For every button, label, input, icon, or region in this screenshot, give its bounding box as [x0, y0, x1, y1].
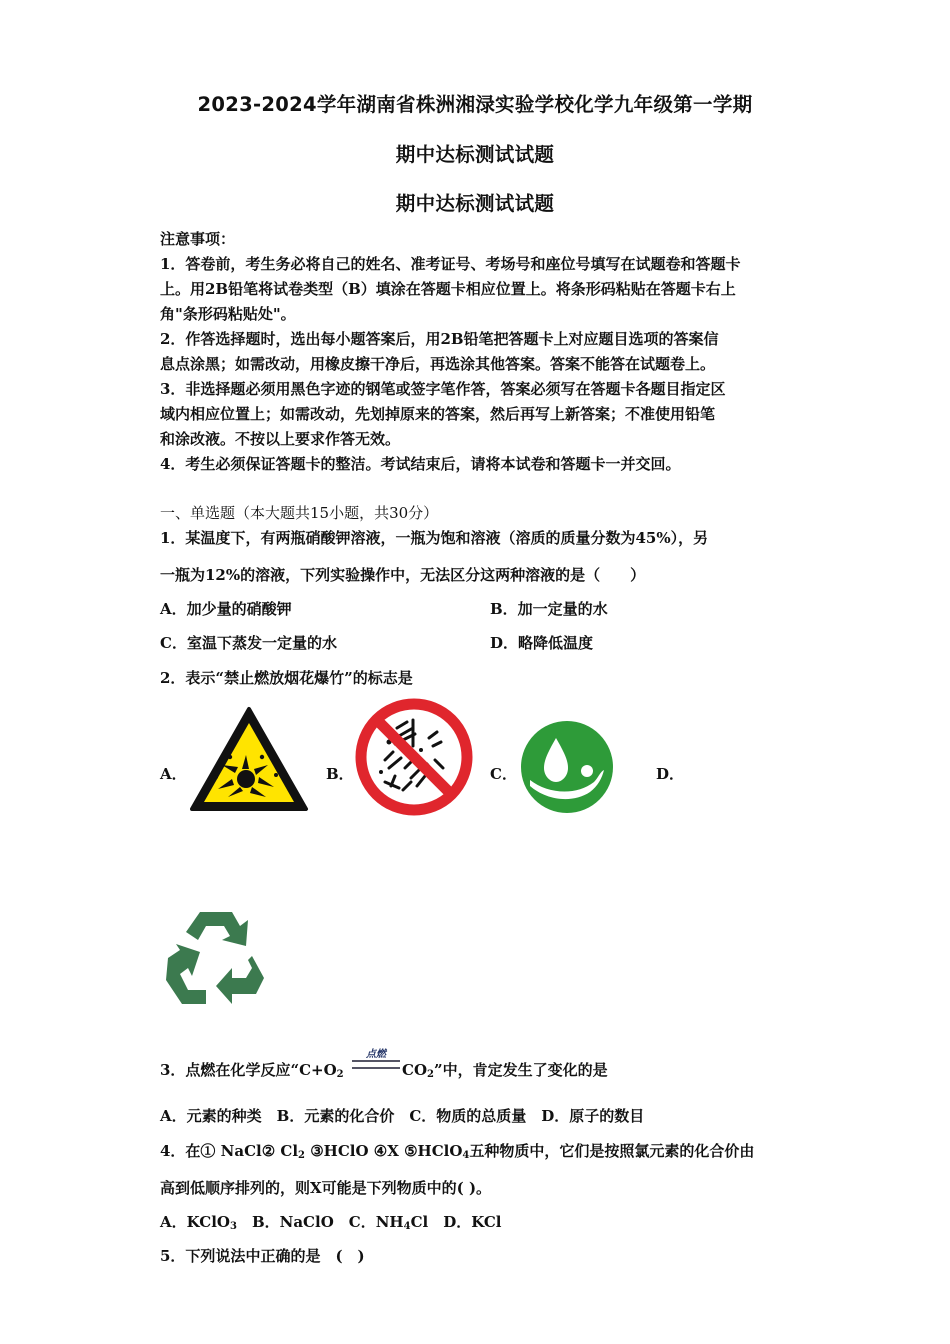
section-heading: 一、单选题（本大题共15小题，共30分） [160, 504, 439, 522]
recycling-icon [160, 906, 268, 1012]
q1-option-b: B．加一定量的水 [490, 600, 608, 618]
notice-line: 和涂改液。不按以上要求作答无效。 [160, 430, 401, 448]
q4-options [160, 1211, 501, 1232]
q3-stem-tail [402, 1059, 608, 1080]
q4-stem-line-2: 高到低顺序排列的，则X可能是下列物质中的( )。 [160, 1179, 492, 1197]
q2-label-b: B． [326, 765, 354, 783]
q2-label-a: A． [160, 765, 187, 783]
q2-label-c: C． [490, 765, 517, 783]
q3-stem [160, 1059, 344, 1080]
notice-line: 上。用2B铅笔将试卷类型（B）填涂在答题卡相应位置上。将条形码粘贴在答题卡右上 [160, 280, 736, 298]
q1-option-d: D．略降低温度 [490, 634, 594, 652]
q1-stem-line-1: 1．某温度下，有两瓶硝酸钾溶液，一瓶为饱和溶液（溶质的质量分数为45%），另 [160, 529, 709, 547]
q1-stem-line-2: 一瓶为12%的溶液，下列实验操作中，无法区分这两种溶液的是（ ） [160, 566, 646, 584]
reaction-equals-sign [352, 1060, 400, 1069]
q4-nh4-subscript: 4 [403, 1221, 411, 1232]
q4-stem-part-3: 五种物质中，它们是按照氯元素的化合价由 [469, 1142, 755, 1160]
q4-stem-line-1 [160, 1140, 754, 1161]
q3-product: CO [402, 1061, 428, 1079]
q1-option-a: A．加少量的硝酸钾 [160, 600, 292, 618]
q1-option-c: C．室温下蒸发一定量的水 [160, 634, 337, 652]
q3-co2-subscript: 2 [427, 1069, 434, 1080]
notice-line: 3．非选择题必须用黑色字迹的钢笔或签字笔作答，答案必须写在答题卡各题目指定区 [160, 380, 726, 398]
q2-label-d: D． [656, 765, 685, 783]
notice-line: 1．答卷前，考生务必将自己的姓名、准考证号、考场号和座位号填写在试题卷和答题卡 [160, 255, 741, 273]
q4-option-a: A．KClO [160, 1213, 230, 1231]
q4-stem-part-2: ③HClO ④X ⑤HClO [305, 1142, 463, 1160]
q4-kclo3-subscript: 3 [229, 1221, 237, 1232]
q3-stem-suffix: ”中，肯定发生了变化的是 [433, 1061, 608, 1079]
page-title-line-1: 2023-2024学年湖南省株洲湘渌实验学校化学九年级第一学期 [197, 93, 753, 116]
no-fireworks-icon [355, 698, 473, 816]
q2-stem: 2．表示“禁止燃放烟花爆竹”的标志是 [160, 669, 413, 687]
water-saving-icon [518, 720, 616, 814]
notice-line: 4．考生必须保证答题卡的整洁。考试结束后，请将本试卷和答题卡一并交回。 [160, 455, 681, 473]
notice-heading: 注意事项： [160, 230, 236, 248]
q4-stem-part-1: 4．在① NaCl② Cl [160, 1142, 299, 1160]
notice-line: 2．作答选择题时，选出每小题答案后，用2B铅笔把答题卡上对应题目选项的答案信 [160, 330, 719, 348]
q4-hclo4-subscript: 4 [462, 1150, 470, 1161]
page-title-line-3: 期中达标测试试题 [395, 192, 555, 215]
page-title-line-2: 期中达标测试试题 [395, 143, 555, 166]
notice-line: 息点涂黑；如需改动，用橡皮擦干净后，再选涂其他答案。答案不能答在试题卷上。 [160, 355, 716, 373]
q3-condition: 点燃 [366, 1049, 386, 1060]
q3-stem-prefix: 3．点燃在化学反应“C+O [160, 1061, 337, 1079]
q4-cl2-subscript: 2 [298, 1150, 306, 1161]
q3-o2-subscript: 2 [336, 1069, 344, 1080]
notice-line: 角"条形码粘贴处"。 [160, 305, 296, 323]
explosive-warning-icon [188, 705, 310, 815]
q5-stem: 5．下列说法中正确的是 ( ) [160, 1247, 365, 1265]
notice-line: 域内相应位置上；如需改动，先划掉原来的答案，然后再写上新答案；不准使用铅笔 [160, 405, 716, 423]
q4-option-b: B．NaClO C．NH [236, 1213, 404, 1231]
q3-options: A．元素的种类 B．元素的化合价 C．物质的总质量 D．原子的数目 [160, 1107, 645, 1125]
q4-option-c-d: Cl D．KCl [410, 1213, 502, 1231]
